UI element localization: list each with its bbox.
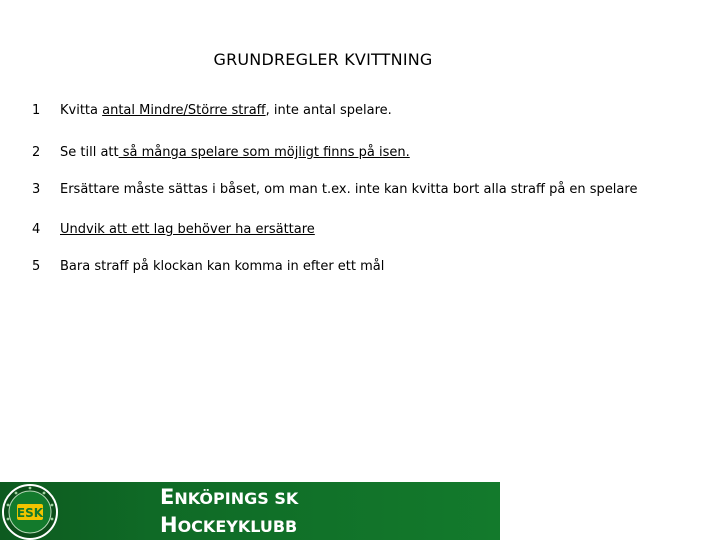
page-title: GRUNDREGLER KVITTNING <box>213 50 433 69</box>
rule-item <box>0 258 700 276</box>
rule-number: 5 <box>32 259 41 274</box>
rule-item <box>0 144 700 162</box>
club-name <box>160 484 298 540</box>
rule-text <box>60 181 637 199</box>
rule-text-segment: Kvitta <box>60 103 103 118</box>
club-footer-banner <box>0 482 500 540</box>
rule-item <box>0 221 700 239</box>
rule-item <box>0 102 700 120</box>
rule-number: 4 <box>32 222 41 237</box>
rule-text <box>60 221 315 239</box>
club-name-line1: ENKÖPINGS SK <box>160 485 299 509</box>
rule-text-underlined: antal Mindre/Större straff <box>102 103 266 118</box>
rule-text-underlined: Undvik att ett lag behöver ha ersättare <box>60 222 315 237</box>
rule-number: 3 <box>32 182 41 197</box>
rule-text <box>60 102 392 120</box>
rule-text <box>60 258 384 276</box>
esk-crest-logo <box>0 482 60 540</box>
club-name-line2: HOCKEYKLUBB <box>160 513 298 537</box>
rule-text <box>60 144 410 162</box>
rule-text-segment: Bara straff på klockan kan komma in efter ett mål <box>60 259 385 274</box>
rule-text-segment: , inte antal spelare. <box>265 103 392 118</box>
rule-number: 1 <box>32 103 41 118</box>
rule-text-segment: Ersättare måste sättas i båset, om man t.ex. inte kan kvitta bort alla straff på en spelare <box>60 182 638 197</box>
rule-text-underlined: så många spelare som möjligt finns på isen. <box>118 145 410 160</box>
rule-item <box>0 181 700 199</box>
rule-number: 2 <box>32 145 41 160</box>
rule-text-segment: Se till att <box>60 145 119 160</box>
svg-text:ESK: ESK <box>16 506 44 520</box>
